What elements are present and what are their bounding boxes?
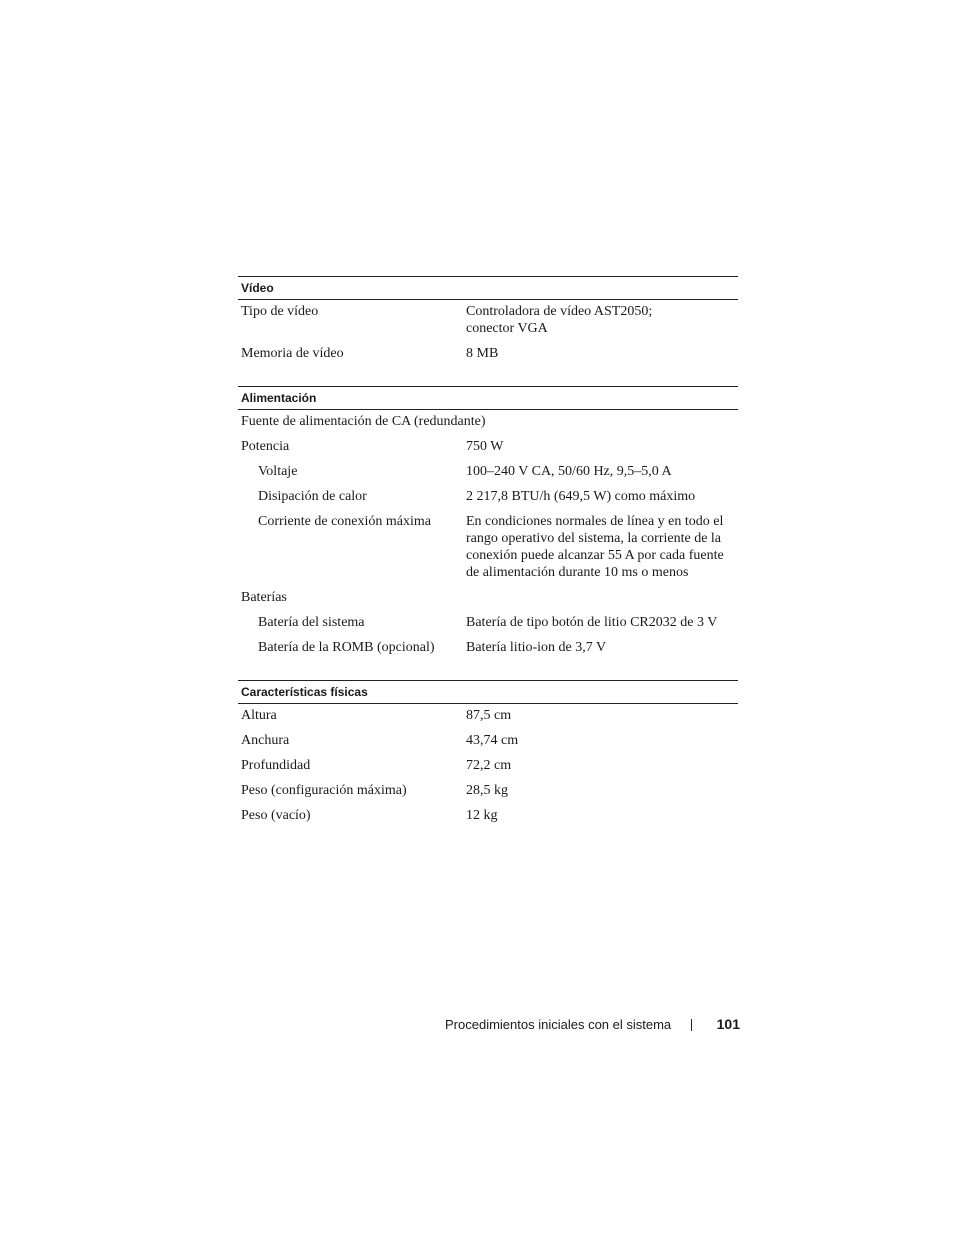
spec-label: Anchura bbox=[241, 733, 290, 748]
spec-value: 8 MB bbox=[466, 346, 499, 361]
footer-separator bbox=[691, 1019, 692, 1031]
spec-label: Profundidad bbox=[241, 758, 311, 773]
spec-row bbox=[238, 413, 738, 430]
spec-value: 2 217,8 BTU/h (649,5 W) como máximo bbox=[466, 489, 696, 504]
section-video bbox=[238, 276, 738, 386]
spec-label: Disipación de calor bbox=[258, 489, 367, 504]
spec-row bbox=[238, 303, 738, 337]
spec-value: 750 W bbox=[466, 439, 504, 454]
spec-row bbox=[238, 345, 738, 362]
spec-label: Batería de la ROMB (opcional) bbox=[258, 640, 435, 655]
section-power bbox=[238, 386, 738, 680]
footer-title: Procedimientos iniciales con el sistema bbox=[445, 1017, 672, 1032]
spec-value: Batería de tipo botón de litio CR2032 de 3 V bbox=[466, 615, 718, 630]
spec-label: Baterías bbox=[241, 590, 287, 605]
section-body bbox=[238, 300, 738, 386]
spec-value: 72,2 cm bbox=[466, 758, 512, 773]
spec-value: 28,5 kg bbox=[466, 783, 508, 798]
spec-row bbox=[238, 807, 738, 824]
spec-value: 87,5 cm bbox=[466, 708, 512, 723]
spec-label: Batería del sistema bbox=[258, 615, 365, 630]
spec-row bbox=[238, 513, 738, 581]
spec-value: Controladora de vídeo AST2050; conector VGA bbox=[466, 304, 653, 336]
section-body bbox=[238, 704, 738, 824]
spec-row bbox=[238, 757, 738, 774]
spec-row bbox=[238, 589, 738, 606]
spec-label: Peso (vacío) bbox=[241, 808, 311, 823]
spec-row bbox=[238, 732, 738, 749]
page-number: 101 bbox=[716, 1016, 740, 1032]
spec-value: En condiciones normales de línea y en todo el rango operativo del sistema, la corriente de la conexión puede alcanzar 55 A por cada fuente de alimentación durante 10 ms o menos bbox=[466, 514, 724, 580]
spec-row bbox=[238, 488, 738, 505]
spec-label: Peso (configuración máxima) bbox=[241, 783, 407, 798]
spec-row bbox=[238, 438, 738, 455]
spec-row bbox=[238, 614, 738, 631]
spec-label: Fuente de alimentación de CA (redundante) bbox=[241, 414, 486, 429]
section-heading: Alimentación bbox=[238, 386, 738, 410]
spec-label: Tipo de vídeo bbox=[241, 304, 319, 319]
spec-value: Batería litio-ion de 3,7 V bbox=[466, 640, 607, 655]
spec-row bbox=[238, 782, 738, 799]
spec-table bbox=[238, 276, 738, 832]
spec-value: 43,74 cm bbox=[466, 733, 519, 748]
spec-label: Altura bbox=[241, 708, 277, 723]
section-physical bbox=[238, 680, 738, 824]
spec-row bbox=[238, 463, 738, 480]
page-footer bbox=[440, 1015, 740, 1035]
section-body bbox=[238, 410, 738, 680]
spec-row bbox=[238, 639, 738, 656]
spec-label: Voltaje bbox=[258, 464, 298, 479]
spec-label: Potencia bbox=[241, 439, 290, 454]
spec-label: Corriente de conexión máxima bbox=[258, 514, 431, 529]
spec-row bbox=[238, 707, 738, 724]
section-heading: Vídeo bbox=[238, 276, 738, 300]
spec-value: 12 kg bbox=[466, 808, 498, 823]
section-heading: Características físicas bbox=[238, 680, 738, 704]
spec-value: 100–240 V CA, 50/60 Hz, 9,5–5,0 A bbox=[466, 464, 672, 479]
spec-label: Memoria de vídeo bbox=[241, 346, 344, 361]
